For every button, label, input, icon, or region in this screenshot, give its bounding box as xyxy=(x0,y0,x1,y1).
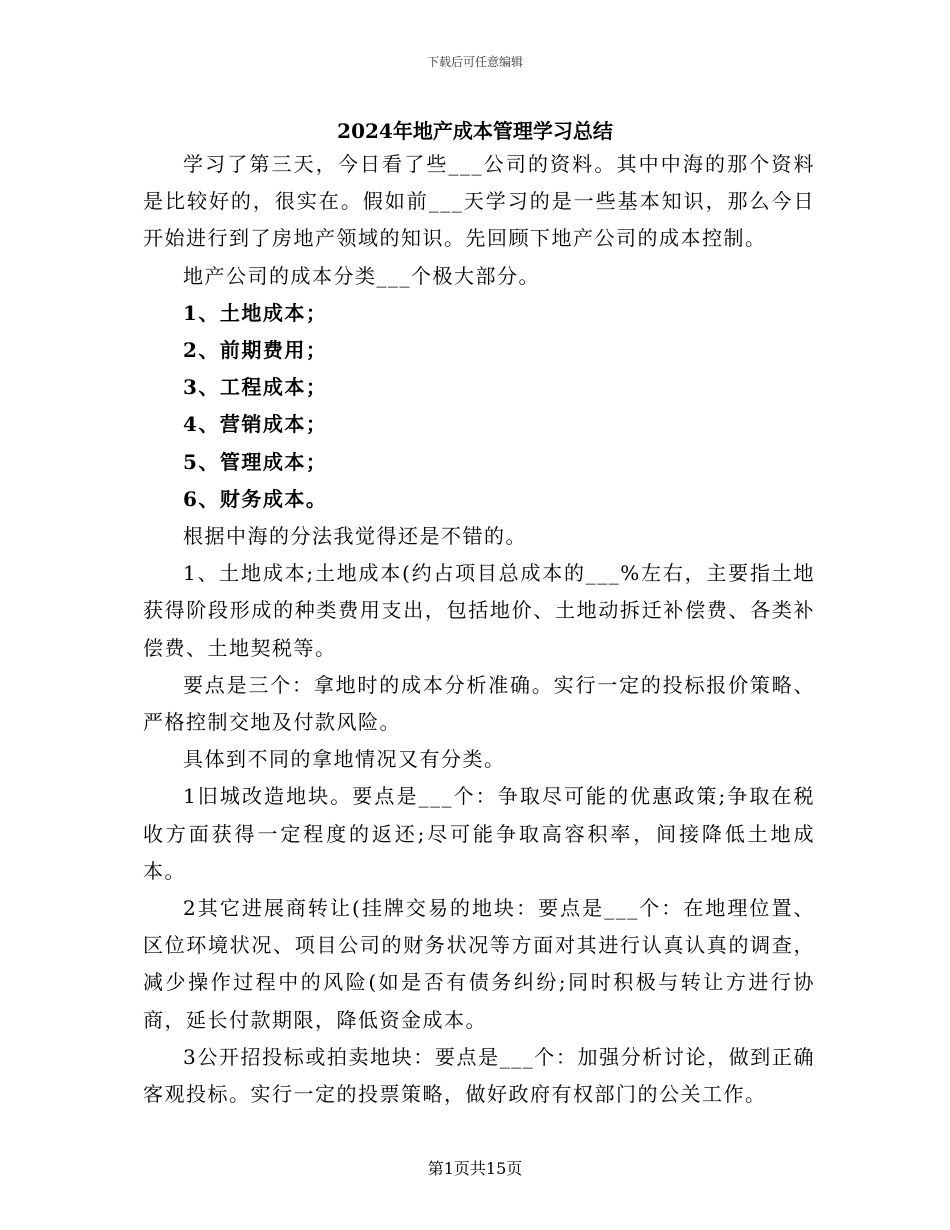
list-item-bold: 3、工程成本； xyxy=(183,375,328,400)
paragraph: 地产公司的成本分类___个极大部分。 xyxy=(183,263,540,288)
list-item-bold: 5、管理成本； xyxy=(183,449,328,474)
paragraph: 2其它进展商转让(挂牌交易的地块：要点是___个：在地理位置、区位环境状况、项目公司的财务状况等方面对其进行认真认真的调查，减少操作过程中的风险(如是否有债务纠纷;同时积极与转让方进行协商，延长付款期限，降低资金成本。 xyxy=(143,896,815,1032)
paragraph: 具体到不同的拿地情况又有分类。 xyxy=(183,747,506,772)
paragraph: 1旧城改造地块。要点是___个：争取尽可能的优惠政策;争取在税收方面获得一定程度的返还;尽可能争取高容积率，间接降低土地成本。 xyxy=(143,784,815,883)
paragraph: 1、土地成本;土地成本(约占项目总成本的___%左右，主要指土地获得阶段形成的种类费用支出，包括地价、土地动拆迁补偿费、各类补偿费、土地契税等。 xyxy=(143,561,815,660)
paragraph: 要点是三个：拿地时的成本分析准确。实行一定的投标报价策略、严格控制交地及付款风险。 xyxy=(143,672,815,735)
list-item-bold: 1、土地成本； xyxy=(183,300,328,325)
document-body xyxy=(143,146,815,1113)
list-item-bold: 6、财务成本。 xyxy=(183,486,328,511)
page-number: 第1页共15页 xyxy=(427,1159,523,1178)
list-item-bold: 4、营销成本； xyxy=(183,412,328,437)
list-item-bold: 2、前期费用； xyxy=(183,338,328,363)
document-title: 2024年地产成本管理学习总结 xyxy=(337,119,613,143)
paragraph: 根据中海的分法我觉得还是不错的。 xyxy=(183,524,527,549)
paragraph: 3公开招投标或拍卖地块：要点是___个：加强分析讨论，做到正确客观投标。实行一定的投票策略，做好政府有权部门的公关工作。 xyxy=(143,1044,815,1107)
header-note: 下载后可任意编辑 xyxy=(426,55,523,69)
paragraph: 学习了第三天，今日看了些___公司的资料。其中中海的那个资料是比较好的，很实在。假如前___天学习的是一些基本知识，那么今日开始进行到了房地产领域的知识。先回顾下地产公司的成本控制。 xyxy=(143,152,815,251)
